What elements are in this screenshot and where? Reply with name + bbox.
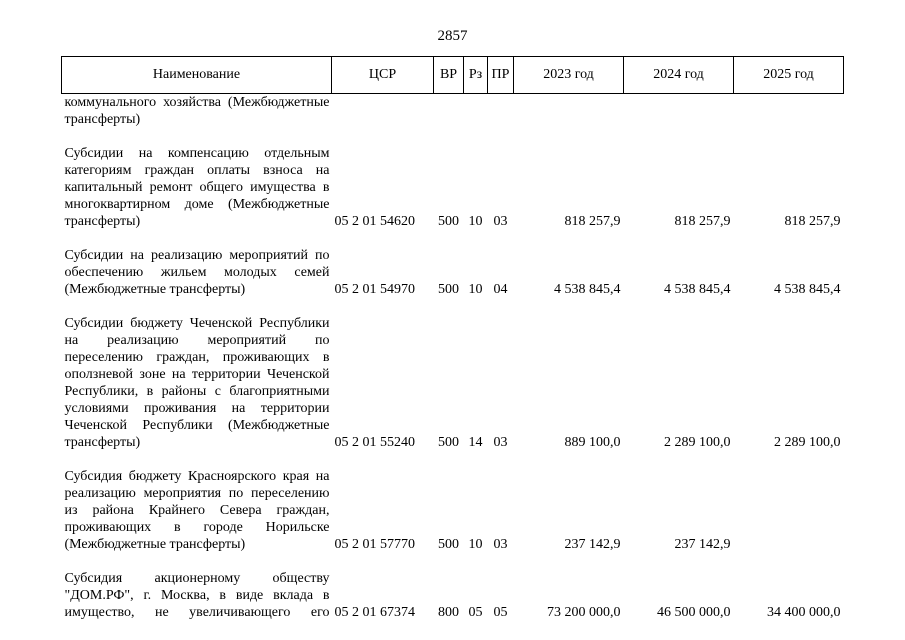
row-rz: 05 — [468, 605, 483, 620]
row-pr — [488, 94, 514, 129]
row-csr: 05 2 01 54620 — [334, 214, 415, 229]
row-spacer — [62, 230, 844, 247]
row-pr: 03 — [493, 214, 508, 229]
row-spacer — [62, 553, 844, 570]
row-2025: 34 400 000,0 — [767, 605, 841, 620]
budget-table — [61, 56, 844, 621]
row-2023: 4 538 845,4 — [554, 282, 621, 297]
row-vr: 800 — [438, 605, 459, 620]
row-2024: 2 289 100,0 — [664, 435, 731, 450]
header-pr: ПР — [488, 57, 514, 94]
header-2024: 2024 год — [624, 57, 734, 94]
row-2024: 818 257,9 — [674, 214, 731, 229]
row-2025: 818 257,9 — [784, 214, 841, 229]
row-2025 — [734, 94, 844, 129]
table-row — [62, 247, 844, 298]
header-row — [62, 57, 844, 94]
row-rz: 10 — [468, 282, 483, 297]
header-rz: Рз — [464, 57, 488, 94]
page-number: 2857 — [437, 28, 468, 44]
table-row — [62, 468, 844, 553]
row-rz — [464, 94, 488, 129]
table-row — [62, 315, 844, 451]
header-vr: ВР — [434, 57, 464, 94]
row-csr: 05 2 01 55240 — [334, 435, 415, 450]
table-row — [62, 94, 844, 129]
row-2023: 889 100,0 — [564, 435, 621, 450]
row-2025 — [734, 468, 844, 553]
row-2025: 2 289 100,0 — [774, 435, 841, 450]
header-2023: 2023 год — [514, 57, 624, 94]
row-2024: 4 538 845,4 — [664, 282, 731, 297]
row-2024 — [624, 94, 734, 129]
row-2024: 237 142,9 — [674, 537, 731, 552]
row-pr: 04 — [493, 282, 508, 297]
row-vr: 500 — [438, 282, 459, 297]
header-2025: 2025 год — [734, 57, 844, 94]
table-row — [62, 570, 844, 621]
row-spacer — [62, 298, 844, 315]
row-name: коммунального хозяйства (Межбюджетные трансферты) — [64, 95, 330, 127]
row-2024: 46 500 000,0 — [657, 605, 731, 620]
row-vr: 500 — [438, 435, 459, 450]
row-name: Субсидии на компенсацию отдельным категориям граждан оплаты взноса на капитальный ремонт общего имущества в многоквартирном доме (Межбюджетные трансферты) — [64, 146, 330, 229]
row-csr: 05 2 01 54970 — [334, 282, 415, 297]
row-vr: 500 — [438, 537, 459, 552]
row-pr: 03 — [493, 435, 508, 450]
row-rz: 14 — [468, 435, 483, 450]
row-2023: 818 257,9 — [564, 214, 621, 229]
row-rz: 10 — [468, 214, 483, 229]
row-name: Субсидия бюджету Красноярского края на реализацию мероприятия по переселению из района Крайнего Севера граждан, проживающих в городе Норильске (Межбюджетные трансферты) — [64, 469, 330, 552]
table-row — [62, 145, 844, 230]
row-2023: 237 142,9 — [564, 537, 621, 552]
row-pr: 05 — [493, 605, 508, 620]
row-spacer — [62, 128, 844, 145]
row-2023: 73 200 000,0 — [547, 605, 621, 620]
row-spacer — [62, 451, 844, 468]
row-csr: 05 2 01 67374 — [334, 605, 415, 620]
row-csr: 05 2 01 57770 — [334, 537, 415, 552]
row-csr — [332, 94, 434, 129]
row-2025: 4 538 845,4 — [774, 282, 841, 297]
row-2023 — [514, 94, 624, 129]
header-csr: ЦСР — [332, 57, 434, 94]
row-name: Субсидии на реализацию мероприятий по обеспечению жильем молодых семей (Межбюджетные трансферты) — [64, 248, 330, 297]
row-name: Субсидии бюджету Чеченской Республики на реализацию мероприятий по переселению граждан, проживающих в оползневой зоне на территории Чеченской Республики, в районы с благоприятными условиями проживания на территории Чеченской Республики (Межбюджетные трансферты) — [64, 316, 330, 450]
row-pr: 03 — [493, 537, 508, 552]
row-rz: 10 — [468, 537, 483, 552]
row-vr: 500 — [438, 214, 459, 229]
row-vr — [434, 94, 464, 129]
row-name: Субсидия акционерному обществу "ДОМ.РФ", г. Москва, в виде вклада в имущество, не увеличивающего его — [64, 571, 330, 620]
header-name: Наименование — [62, 57, 332, 94]
